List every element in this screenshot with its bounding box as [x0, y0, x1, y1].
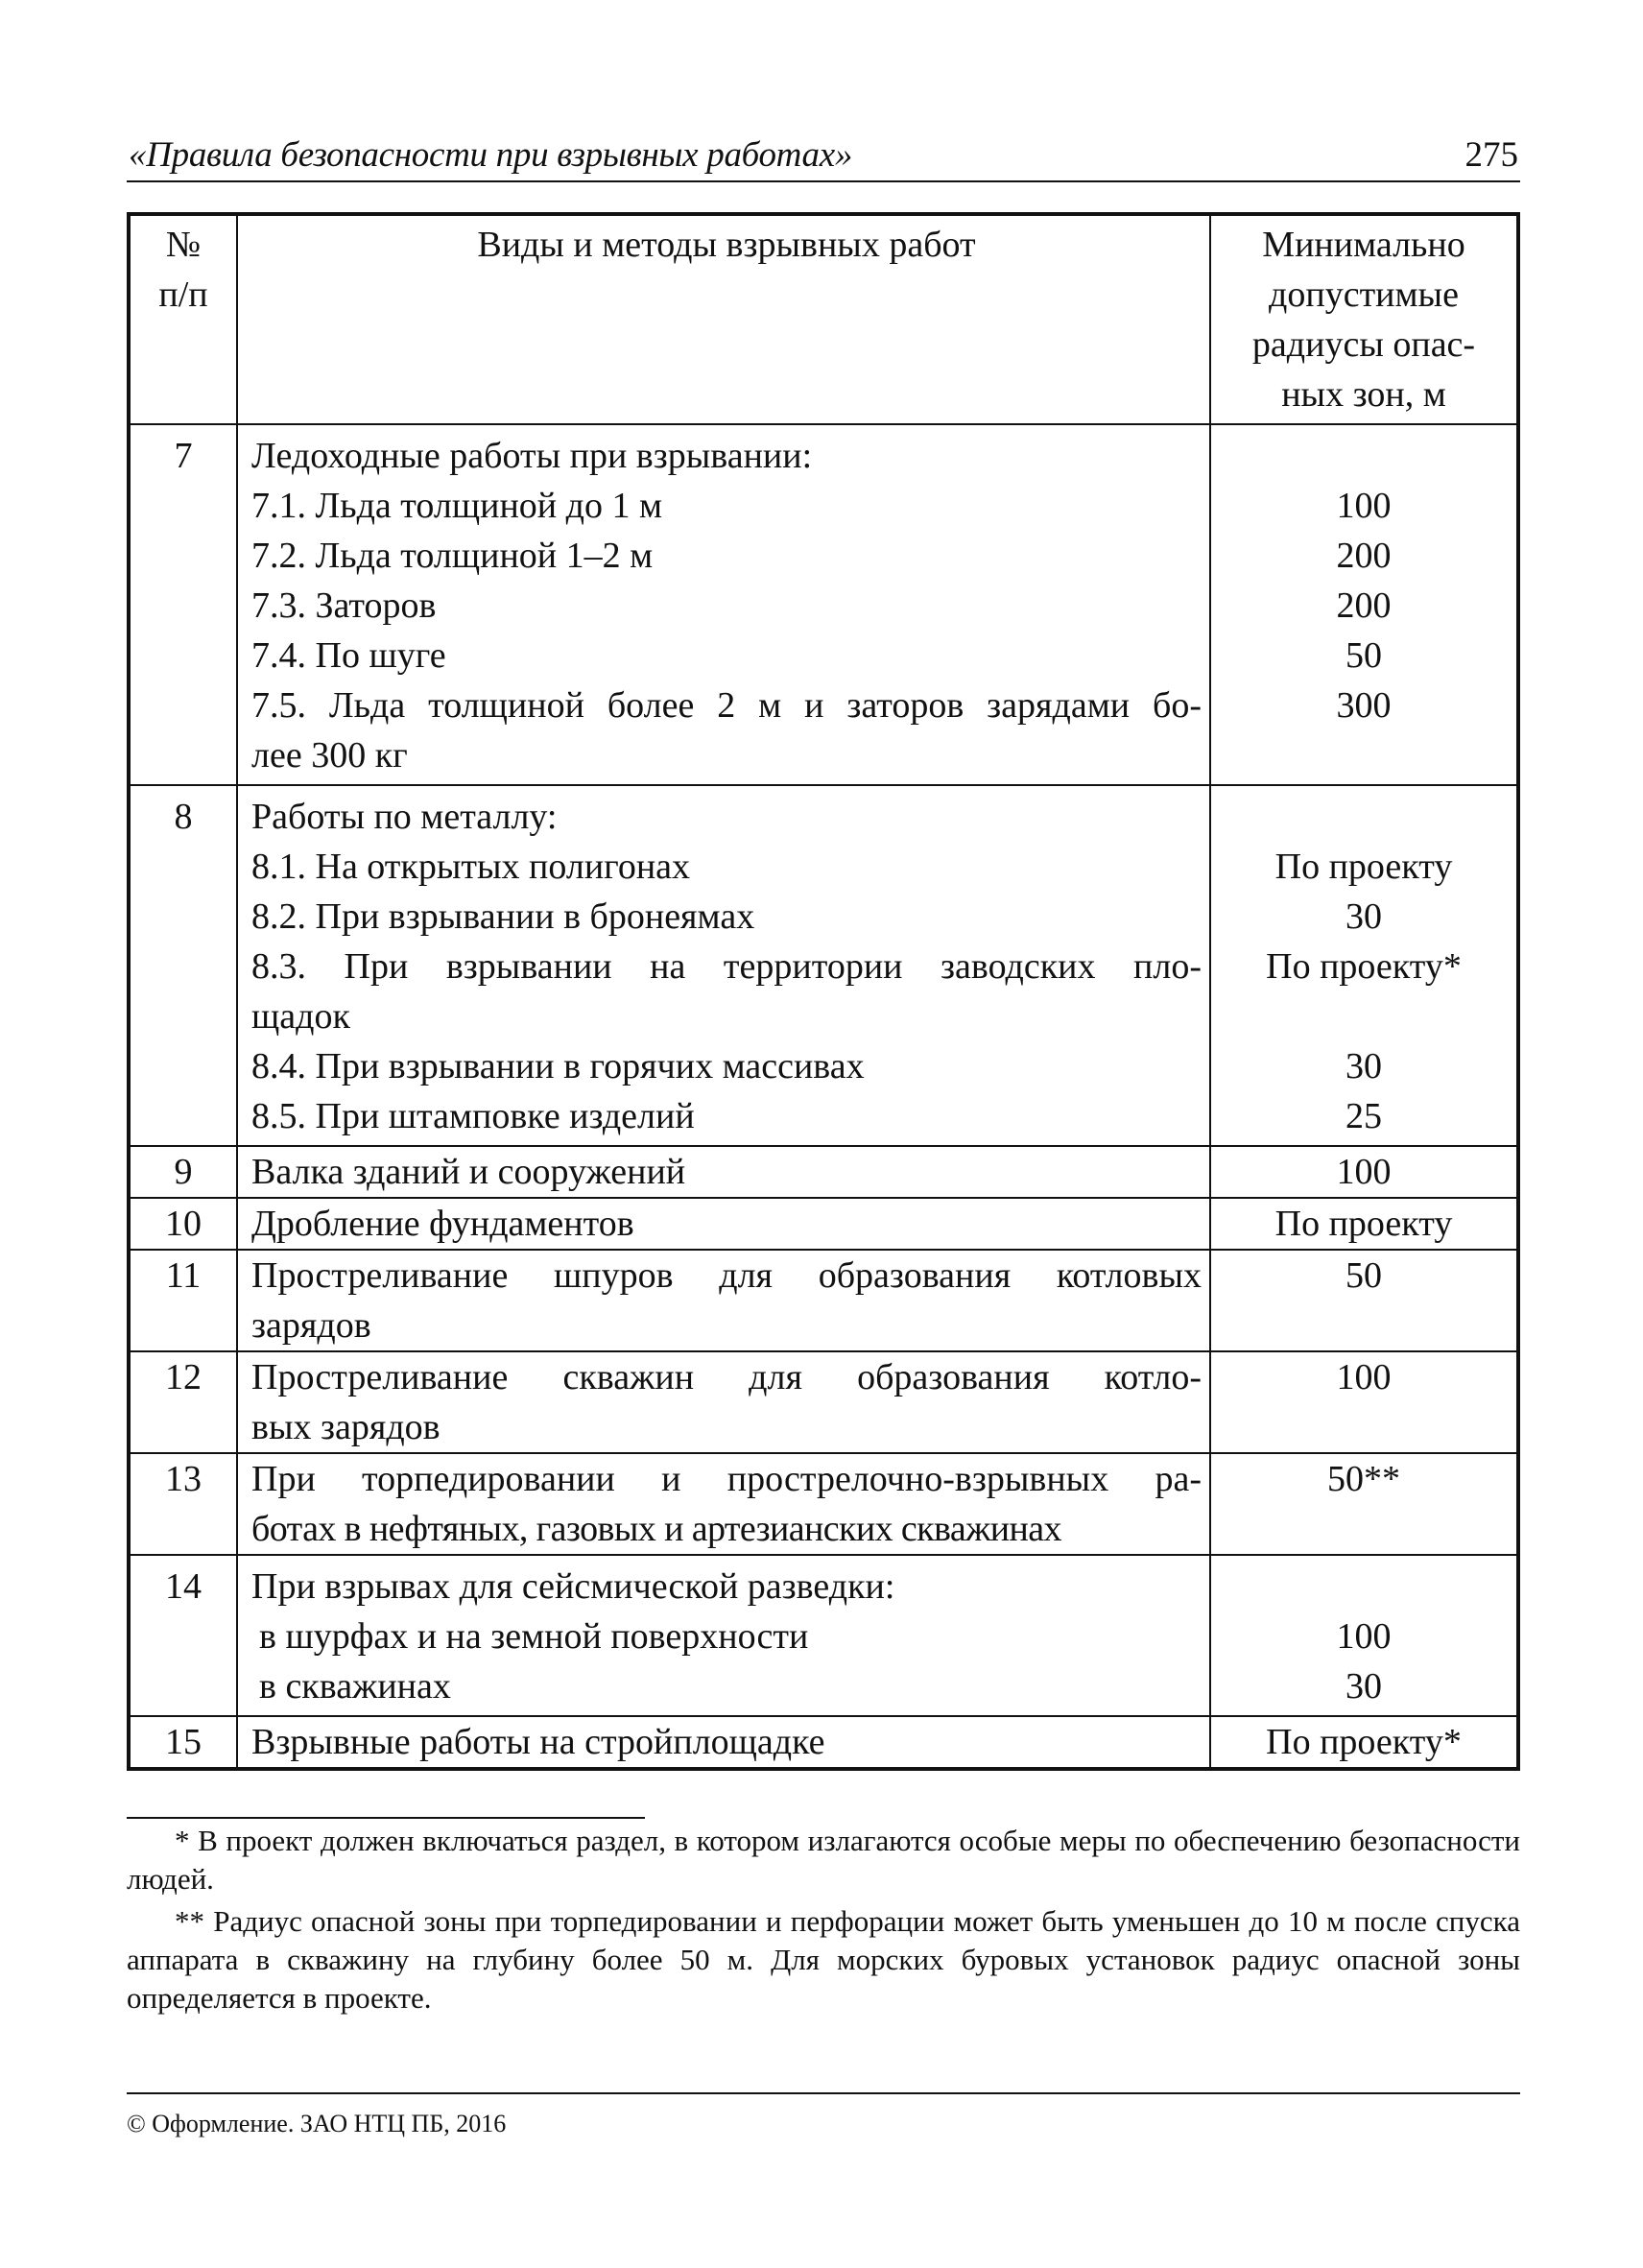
- copyright-notice: © Оформление. ЗАО НТЦ ПБ, 2016: [127, 2110, 507, 2137]
- table-header-row: [129, 214, 1518, 424]
- row-description: Взрывные работы на стройплощадке: [237, 1716, 1210, 1769]
- footnote-2: ** Радиус опасной зоны при торпедировании и перфорации может быть уменьшен до 10 м после спуска аппарата в скважину на глубину более 50 м. Для морских буровых установок радиус опасной зоны определяется в проекте.: [127, 1904, 1520, 2015]
- footnote-divider: [127, 1817, 645, 1819]
- row-radius: 50**: [1210, 1453, 1518, 1555]
- page-number: 275: [1464, 135, 1518, 175]
- table-row: [129, 1716, 1518, 1769]
- row-num: 14: [129, 1555, 237, 1716]
- row-radius: 100: [1210, 1351, 1518, 1453]
- header-radius: Минимально допустимые радиусы опас- ных зон, м: [1210, 214, 1518, 424]
- row-num: 8: [129, 785, 237, 1146]
- table-row: [129, 785, 1518, 1146]
- row-num: 9: [129, 1146, 237, 1198]
- table-row: [129, 1351, 1518, 1453]
- row-description: При торпедировании и прострелочно-взрывных ра- ботах в нефтяных, газовых и артезианских скважинах: [237, 1453, 1210, 1555]
- row-radius: 100 30: [1210, 1555, 1518, 1716]
- running-header: [127, 132, 1520, 182]
- document-title: «Правила безопасности при взрывных работах»: [129, 135, 853, 175]
- footnote-1: * В проект должен включаться раздел, в котором излагаются особые меры по обеспечению безопасности людей.: [127, 1824, 1520, 1896]
- row-radius: По проекту*: [1210, 1716, 1518, 1769]
- danger-zone-table: [127, 212, 1520, 1771]
- table-row: [129, 424, 1518, 785]
- row-radius: 100: [1210, 1146, 1518, 1198]
- footer-divider: [127, 2092, 1520, 2094]
- footnotes: [127, 1822, 1520, 2021]
- row-num: 15: [129, 1716, 237, 1769]
- header-work-type: Виды и методы взрывных работ: [237, 214, 1210, 424]
- row-num: 13: [129, 1453, 237, 1555]
- row-num: 12: [129, 1351, 237, 1453]
- header-num: № п/п: [129, 214, 237, 424]
- row-radius: 50: [1210, 1250, 1518, 1351]
- table-row: [129, 1146, 1518, 1198]
- table-row: [129, 1555, 1518, 1716]
- row-description: Простреливание шпуров для образования котловых зарядов: [237, 1250, 1210, 1351]
- row-description: Простреливание скважин для образования котло- вых зарядов: [237, 1351, 1210, 1453]
- table-row: [129, 1198, 1518, 1250]
- row-radius: По проекту: [1210, 1198, 1518, 1250]
- row-num: 11: [129, 1250, 237, 1351]
- row-radius: По проекту 30 По проекту* 30 25: [1210, 785, 1518, 1146]
- table-row: [129, 1453, 1518, 1555]
- row-description: Ледоходные работы при взрывании: 7.1. Льда толщиной до 1 м 7.2. Льда толщиной 1–2 м 7.3. Заторов 7.4. По шуге 7.5. Льда толщиной более 2 м и заторов зарядами бо- лее 300 кг: [237, 424, 1210, 785]
- table-row: [129, 1250, 1518, 1351]
- row-radius: 100 200 200 50 300: [1210, 424, 1518, 785]
- row-description: Валка зданий и сооружений: [237, 1146, 1210, 1198]
- row-description: Работы по металлу: 8.1. На открытых полигонах 8.2. При взрывании в бронеямах 8.3. При взрывании на территории заводских пло- щадок 8.4. При взрывании в горячих массивах 8.5. При штамповке изделий: [237, 785, 1210, 1146]
- row-description: При взрывах для сейсмической разведки: в шурфах и на земной поверхности в скважинах: [237, 1555, 1210, 1716]
- row-num: 7: [129, 424, 237, 785]
- row-num: 10: [129, 1198, 237, 1250]
- row-description: Дробление фундаментов: [237, 1198, 1210, 1250]
